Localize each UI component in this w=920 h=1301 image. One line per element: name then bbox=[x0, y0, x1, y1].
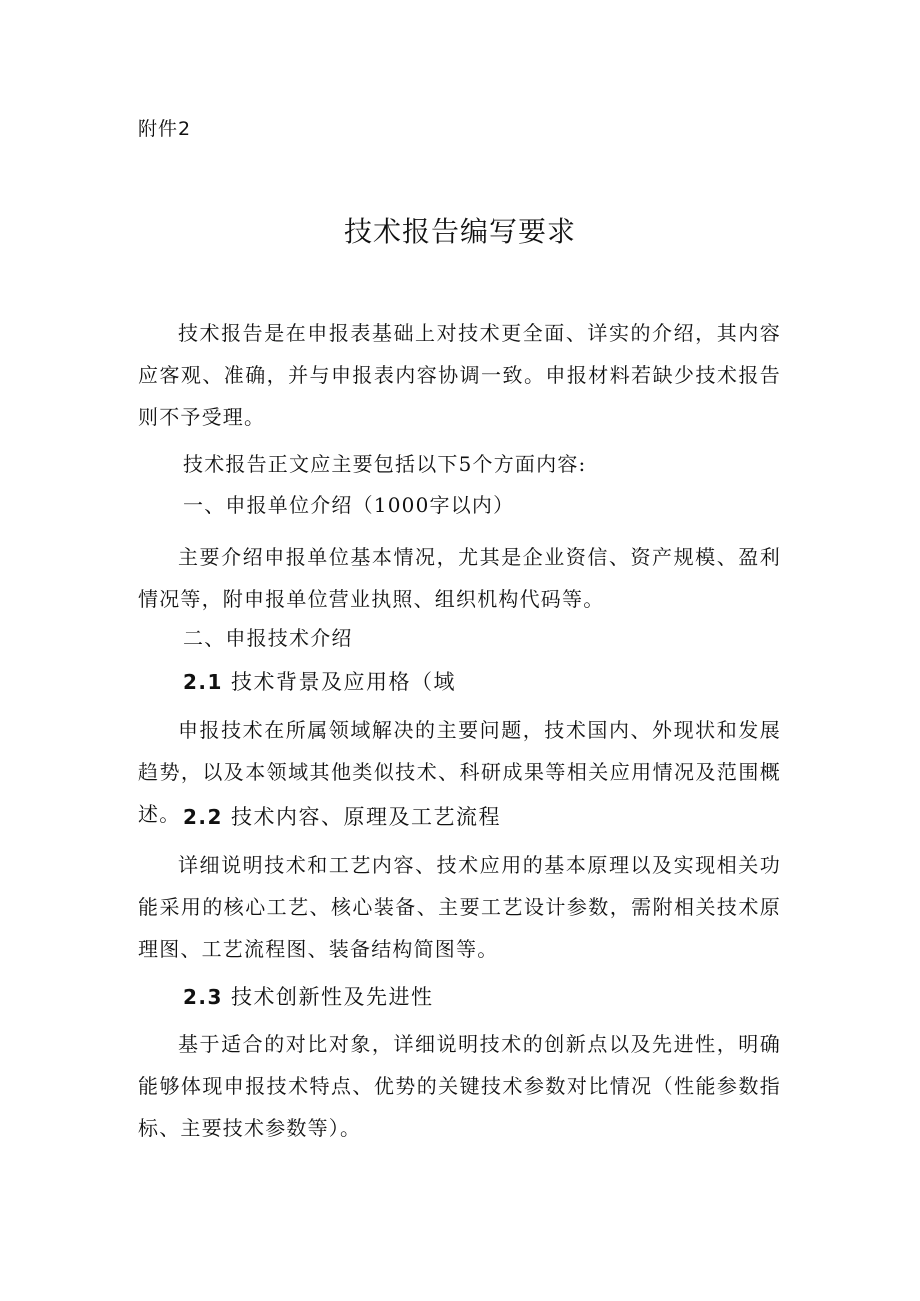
subsection-2-3-body: 基于适合的对比对象，详细说明技术的创新点以及先进性，明确能够体现申报技术特点、优势的关键技术参数对比情况（性能参数指标、主要技术参数等）。 bbox=[138, 1032, 781, 1140]
section1-body: 主要介绍申报单位基本情况，尤其是企业资信、资产规模、盈利情况等，附申报单位营业执照、组织机构代码等。 bbox=[138, 545, 781, 611]
document-title: 技术报告编写要求 bbox=[343, 215, 576, 248]
subsection-2-1-body: 申报技术在所属领域解决的主要问题，技术国内、外现状和发展趋势，以及本领域其他类似技术、科研成果等相关应用情况及范围概述。 bbox=[138, 718, 781, 826]
subsection-title: 技术内容、原理及工艺流程 bbox=[231, 805, 501, 829]
subsection-title: 技术背景及应用格（域 bbox=[231, 670, 456, 694]
section2-heading: 二、申报技术介绍 bbox=[183, 626, 353, 650]
subsection-number: 2.1 bbox=[183, 670, 223, 694]
subsection-number: 2.2 bbox=[183, 805, 223, 829]
outline-intro: 技术报告正文应主要包括以下5个方面内容: bbox=[183, 452, 587, 476]
subsection-2-2-heading bbox=[183, 802, 501, 832]
subsection-number: 2.3 bbox=[183, 985, 223, 1009]
intro-paragraph: 技术报告是在申报表基础上对技术更全面、详实的介绍，其内容应客观、准确，并与申报表内容协调一致。申报材料若缺少技术报告则不予受理。 bbox=[138, 321, 781, 429]
section1-heading: 一、申报单位介绍（1000字以内） bbox=[183, 493, 515, 517]
subsection-title: 技术创新性及先进性 bbox=[231, 985, 434, 1009]
subsection-2-1-heading bbox=[183, 667, 456, 697]
attachment-label: 附件2 bbox=[138, 118, 192, 140]
subsection-2-3-heading bbox=[183, 982, 434, 1012]
subsection-2-2-body: 详细说明技术和工艺内容、技术应用的基本原理以及实现相关功能采用的核心工艺、核心装备、主要工艺设计参数，需附相关技术原理图、工艺流程图、装备结构简图等。 bbox=[138, 853, 781, 961]
